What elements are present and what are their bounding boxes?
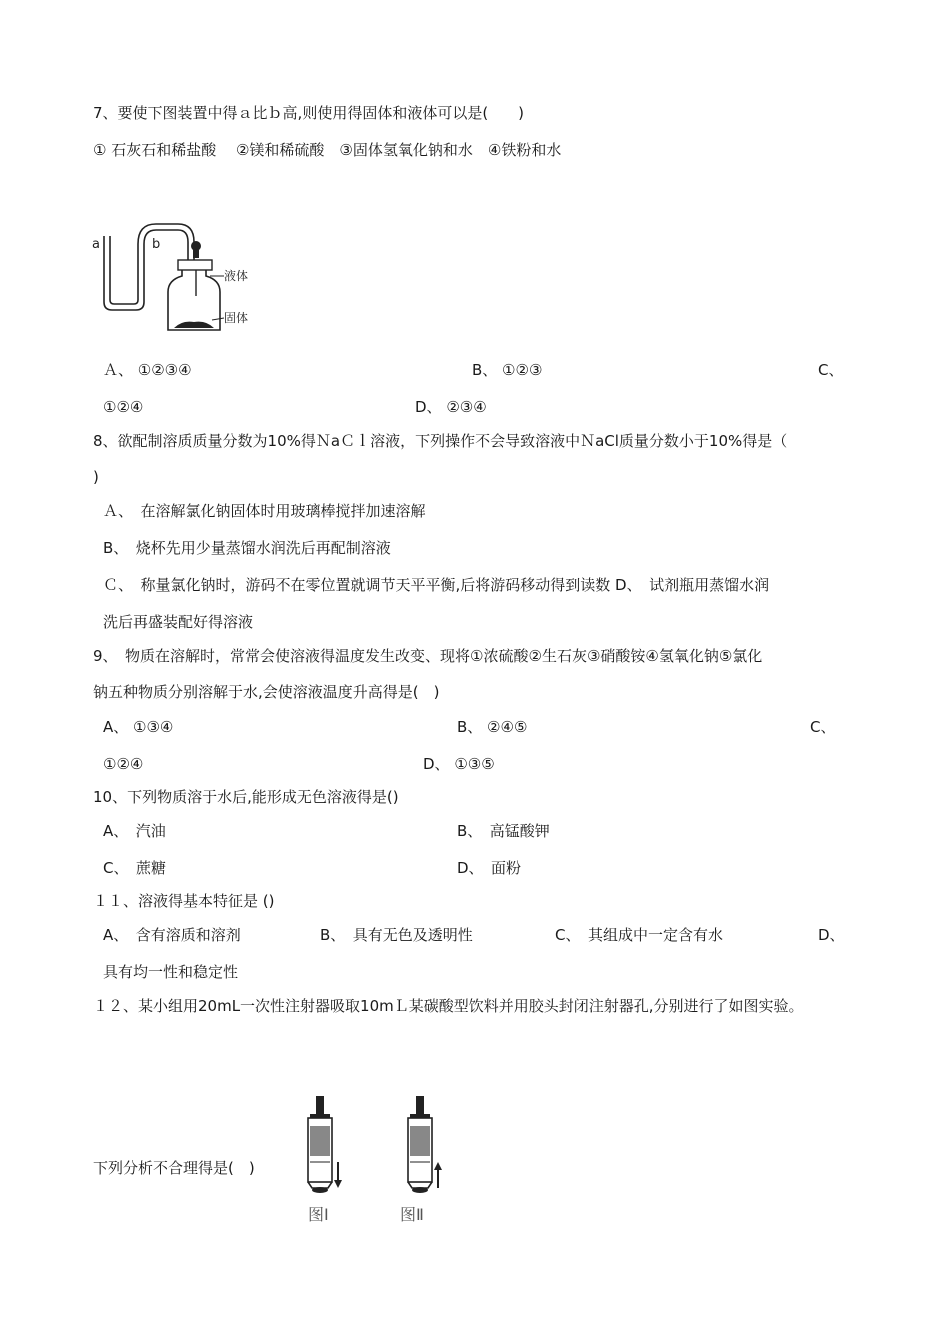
q9-option-a: A、 ①③④ xyxy=(103,718,174,736)
q9-option-c-text: ①②④ xyxy=(103,755,144,773)
q9-stem: 9、 物质在溶解时，常常会使溶液得温度发生改变、现将①浓硫酸②生石灰③硝酸铵④氢氧化钠⑤氯化 xyxy=(93,647,763,665)
q11-option-a: A、 含有溶质和溶剂 xyxy=(103,926,241,944)
q9-stem-2: 钠五种物质分别溶解于水,会使溶液温度升高得是( ) xyxy=(93,683,440,701)
q7-options-line: ① 石灰石和稀盐酸 ②镁和稀硫酸 ③固体氢氧化钠和水 ④铁粉和水 xyxy=(93,141,562,159)
label-solid: 固体 xyxy=(224,311,249,325)
label-a: a xyxy=(92,237,100,252)
q7-option-c: C、 xyxy=(818,361,844,379)
label-liquid: 液体 xyxy=(224,269,249,283)
q7-option-c-text: ①②④ xyxy=(103,398,144,416)
q8-option-b: B、 烧杯先用少量蒸馏水润洗后再配制溶液 xyxy=(103,539,391,557)
q11-option-c: C、 其组成中一定含有水 xyxy=(555,926,723,944)
q11-option-b: B、 具有无色及透明性 xyxy=(320,926,473,944)
q7-option-b: B、 ①②③ xyxy=(472,361,543,379)
fig2-caption: 图Ⅱ xyxy=(400,1205,424,1224)
q9-option-d: D、 ①③⑤ xyxy=(423,755,495,773)
q11-option-d-text: 具有均一性和稳定性 xyxy=(103,963,239,981)
q8-stem-end: ) xyxy=(93,468,99,486)
q10-option-a: A、 汽油 xyxy=(103,822,166,840)
fig1-caption: 图Ⅰ xyxy=(308,1205,329,1224)
q8-option-d-cont: 洗后再盛装配好得溶液 xyxy=(103,613,254,631)
q7-option-d: D、 ②③④ xyxy=(415,398,487,416)
q7-apparatus-figure xyxy=(90,222,250,337)
syringe-figure-2 xyxy=(396,1096,446,1226)
q8-stem: 8、欲配制溶质质量分数为10%得ＮaＣｌ溶液，下列操作不会导致溶液中ＮaCl质量分数小于10%得是（ xyxy=(93,432,788,450)
q10-stem: 10、下列物质溶于水后,能形成无色溶液得是() xyxy=(93,788,399,806)
q11-stem: １１、溶液得基本特征是 () xyxy=(93,892,275,910)
q12-sub: 下列分析不合理得是( ) xyxy=(93,1159,255,1177)
q9-option-c: C、 xyxy=(810,718,836,736)
q9-option-b: B、 ②④⑤ xyxy=(457,718,528,736)
q7-stem: 7、要使下图装置中得ａ比ｂ高,则使用得固体和液体可以是( ) xyxy=(93,104,525,122)
syringe-figure-1 xyxy=(296,1096,346,1226)
q10-option-b: B、 高锰酸钾 xyxy=(457,822,550,840)
q11-option-d: D、 xyxy=(818,926,845,944)
q10-option-c: C、 蔗糖 xyxy=(103,859,166,877)
q8-option-c: Ｃ、 称量氯化钠时，游码不在零位置就调节天平平衡,后将游码移动得到读数 D、 试剂瓶用蒸馏水润 xyxy=(103,576,770,594)
q8-option-a: Ａ、 在溶解氯化钠固体时用玻璃棒搅拌加速溶解 xyxy=(103,502,426,520)
q7-option-a: Ａ、 ①②③④ xyxy=(103,361,192,379)
q10-option-d: D、 面粉 xyxy=(457,859,522,877)
q12-stem: １２、某小组用20mL一次性注射器吸取10mＬ某碳酸型饮料并用胶头封闭注射器孔,分别进行了如图实验。 xyxy=(93,997,804,1015)
label-b: b xyxy=(152,237,161,252)
